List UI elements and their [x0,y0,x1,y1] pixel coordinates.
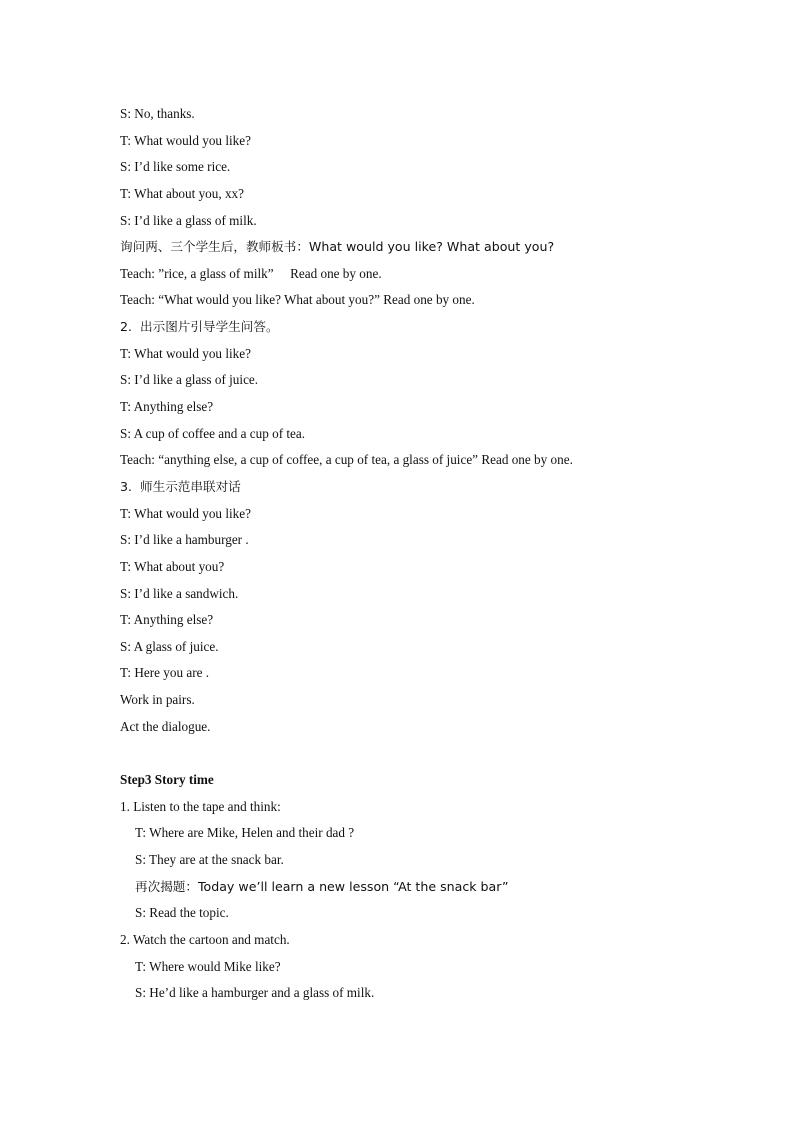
dialogue-line: S: A glass of juice. [120,638,219,654]
dialogue-line: S: They are at the snack bar. [135,851,284,867]
blank-line [120,740,740,767]
dialogue-line: T: What would you like? [120,505,251,521]
numbered-item: 2. Watch the cartoon and match. [120,931,290,947]
section-heading: 3. 师生示范串联对话 [120,478,241,494]
dialogue-line: T: What would you like? [120,345,251,361]
teacher-note: 询问两、三个学生后，教师板书：What would you like? What about you? [120,239,555,255]
instruction-line: Act the dialogue. [120,718,211,734]
instruction-line: Work in pairs. [120,692,195,708]
step-heading: Step3 Story time [120,772,214,788]
dialogue-line: T: What about you? [120,558,225,574]
teach-line: Teach: ”rice, a glass of milk” Read one by one. [120,265,382,281]
dialogue-line: T: Where are Mike, Helen and their dad ? [135,825,355,841]
teach-line: Teach: “What would you like? What about you?” Read one by one. [120,292,475,308]
dialogue-line: S: A cup of coffee and a cup of tea. [120,425,306,441]
dialogue-line: S: I’d like a sandwich. [120,585,239,601]
dialogue-line: S: I’d like a glass of juice. [120,372,259,388]
dialogue-line: T: What would you like? [120,132,251,148]
dialogue-line: T: What about you, xx? [120,185,244,201]
dialogue-line: S: I’d like a hamburger . [120,532,249,548]
teach-line: Teach: “anything else, a cup of coffee, a cup of tea, a glass of juice” Read one by one. [120,452,573,468]
dialogue-line: S: I’d like some rice. [120,159,231,175]
teacher-note: 再次揭题：Today we’ll learn a new lesson “At the snack bar” [135,878,509,894]
dialogue-line: T: Where would Mike like? [135,958,281,974]
numbered-item: 1. Listen to the tape and think: [120,798,281,814]
document-body [120,101,740,1007]
dialogue-line: S: He’d like a hamburger and a glass of milk. [135,985,375,1001]
section-heading: 2. 出示图片引导学生问答。 [120,319,279,335]
dialogue-line: T: Anything else? [120,612,214,628]
dialogue-line: S: I’d like a glass of milk. [120,212,257,228]
dialogue-line: T: Anything else? [120,399,214,415]
dialogue-line: S: Read the topic. [135,905,229,921]
dialogue-line: T: Here you are . [120,665,210,681]
dialogue-line: S: No, thanks. [120,106,195,121]
